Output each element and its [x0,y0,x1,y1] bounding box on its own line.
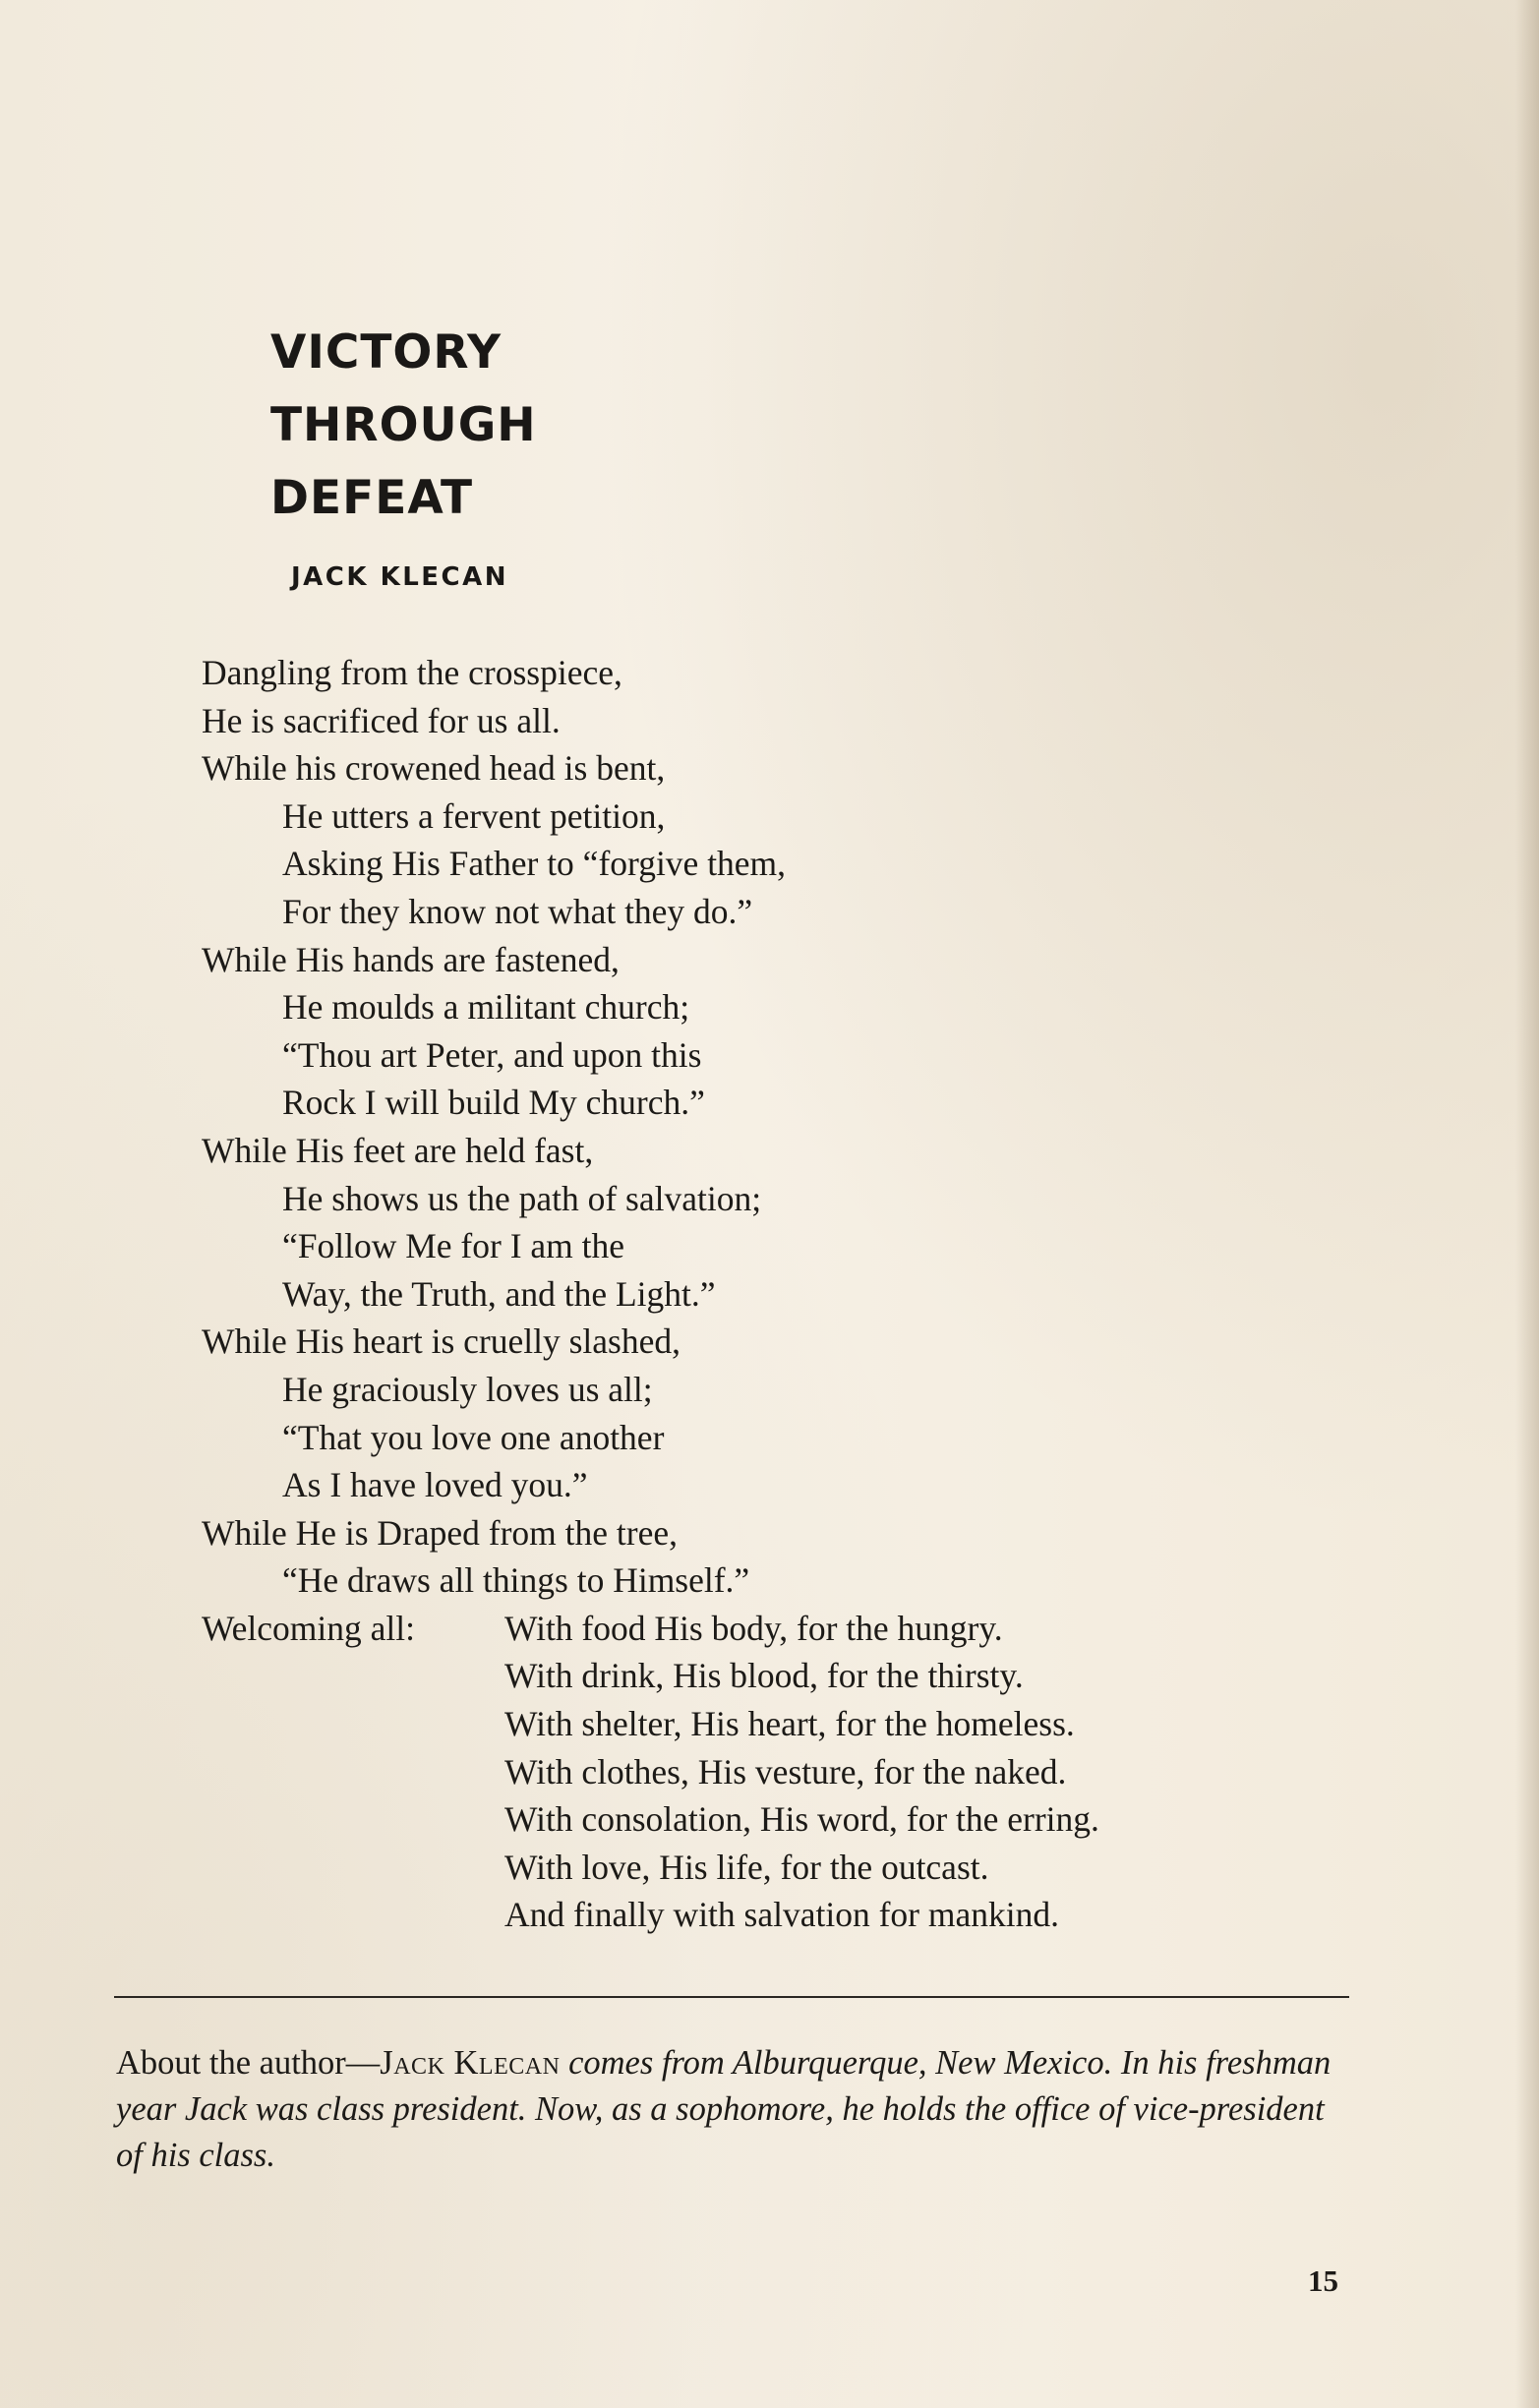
poem-line: “Thou art Peter, and upon this [282,1034,702,1075]
poem-line: With consolation, His word, for the erring. [504,1799,1099,1840]
poem-line: He shows us the path of salvation; [282,1178,762,1218]
poem-line: Dangling from the crosspiece, [202,653,622,692]
poem-line: He graciously loves us all; [282,1369,653,1409]
poem-line: With shelter, His heart, for the homeless. [504,1704,1075,1744]
poem-line: “Follow Me for I am the [282,1226,625,1266]
poem-line: He utters a fervent petition, [282,795,666,836]
poem-line: He is sacrificed for us all. [202,700,561,740]
poem-line: For they know not what they do.” [282,891,753,931]
poem-line: While His hands are fastened, [202,939,620,979]
poem-line: “He draws all things to Himself.” [282,1560,750,1601]
poem-line: Rock I will build My church.” [282,1083,705,1123]
poem-line: While He is Draped from the tree, [202,1512,678,1553]
page-edge-shadow [1515,0,1539,2408]
welcoming-label: Welcoming all: [202,1608,415,1648]
poem-line: While His heart is cruelly slashed, [202,1321,681,1362]
page-number: 15 [1308,2263,1338,2298]
author-note-lead: About the author— [116,2044,381,2082]
article-title [270,317,537,535]
title-line-1: VICTORY [270,325,503,380]
poem-line: With food His body, for the hungry. [504,1608,1003,1648]
poem-line: With drink, His blood, for the thirsty. [504,1656,1024,1696]
poem-line: “That you love one another [282,1417,665,1457]
title-line-3: DEFEAT [270,471,474,525]
poem-line: With love, His life, for the outcast. [504,1847,989,1887]
poem-line: And finally with salvation for mankind. [504,1895,1059,1935]
author-note-text: comes from Alburquerque, New Mexico. In his freshman year Jack was class president. Now, as a sophomore, he holds the office of vice-president of his class. [116,2044,1332,2174]
poem-line: While his crowened head is bent, [202,748,666,789]
divider-rule [114,1996,1349,1998]
poem-line-welcoming [202,1605,1099,1653]
author-note-name: Jack Klecan [380,2044,561,2082]
poem-line: Way, the Truth, and the Light.” [282,1273,716,1314]
poem-line: With clothes, His vesture, for the naked. [504,1751,1067,1791]
title-line-2: THROUGH [270,398,537,452]
poem-line: Asking His Father to “forgive them, [282,844,787,884]
poem [202,649,1099,1939]
poem-line: He moulds a militant church; [282,987,690,1028]
poem-line: As I have loved you.” [282,1465,588,1505]
author-note [116,2040,1355,2179]
poem-line: While His feet are held fast, [202,1130,594,1170]
author-byline: JACK KLECAN [291,562,509,592]
